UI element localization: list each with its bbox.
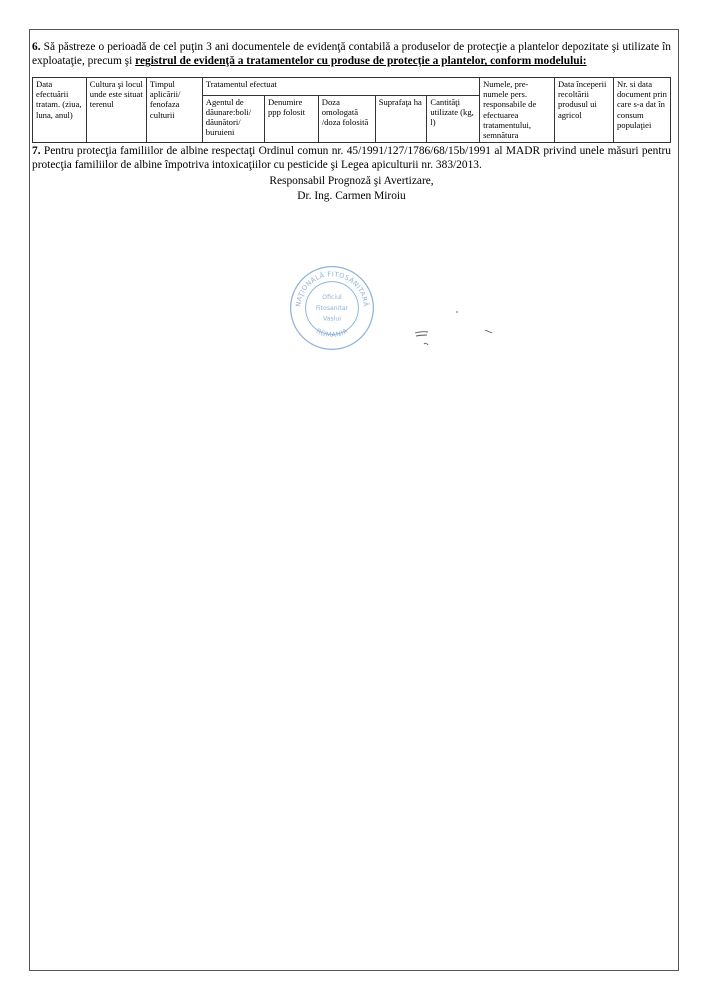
signature-role: Responsabil Prognoză şi Avertizare, (269, 175, 434, 188)
stamp-outer-bottom: ROMANIA (314, 326, 350, 340)
header-persoana-responsabila: Numele, pre-numele pers. responsabile de efectuarea tratamentului, semnătura (480, 77, 555, 142)
stamp-inner-line-1: Oficiul (322, 294, 342, 302)
table-header-row-1 (33, 77, 671, 95)
header-tratament-efectuat: Tratamentul efectuat (202, 77, 479, 95)
document-body (32, 40, 671, 203)
section-7-number: 7. (32, 144, 41, 157)
section-6-number: 6. (32, 41, 41, 53)
signature-block (32, 174, 671, 203)
header-cultura: Cultura şi locul unde este situat terenul (86, 77, 146, 142)
header-timpul-aplicarii: Timpul aplicării/ fenofaza culturii (146, 77, 202, 142)
section-7-text: Pentru protecţia familiilor de albine respectaţi Ordinul comun nr. 45/1991/127/1786/68/15b/1991 al MADR privind unele măsuri pentru protecţia familiilor de albine împotriva intoxicaţiilor cu pesticide şi Legea apiculturii nr. 383/2013. (32, 144, 671, 171)
signature-name: Dr. Ing. Carmen Miroiu (297, 189, 406, 202)
section-6-paragraph (32, 40, 671, 69)
treatment-register-table (32, 77, 671, 143)
header-denumire-ppp: Denumire ppp folosit (264, 95, 318, 142)
stamp-inner-line-2: Fitosanitar (315, 304, 349, 312)
section-6-text: Să păstreze o perioadă de cel puţin 3 ani documentele de evidenţă contabilă a produselor de protecţie a plantelor depozitate şi utilizate în exploataţie, precum şi (32, 41, 671, 68)
header-cantitati: Cantităţi utilizate (kg, l) (427, 95, 480, 142)
header-doza: Doza omologată /doza folosită (318, 95, 375, 142)
official-stamp-icon (288, 264, 376, 352)
section-6-emphasis: registrul de evidenţă a tratamentelor cu produse de protecţie a plantelor, conform modelului: (135, 55, 587, 68)
handwritten-signature-icon (406, 300, 506, 350)
header-agent-daunare: Agentul de dăunare:boli/ dăunători/ buruieni (202, 95, 264, 142)
header-data-tratament: Data efectuării tratam. (ziua, luna, anul) (33, 77, 87, 142)
header-suprafata: Suprafaţa ha (375, 95, 427, 142)
section-7-paragraph (32, 144, 671, 173)
stamp-inner-line-3: Vaslui (322, 315, 342, 323)
svg-text:ROMANIA (315, 327, 350, 339)
stamp-outer-top: NAŢIONALĂ FITOSANITARĂ (294, 270, 370, 308)
header-document-consum: Nr. si data document prin care s-a dat în consum populaţiei (613, 77, 670, 142)
header-data-recoltare: Data începerii recoltării produsul ui agricol (554, 77, 613, 142)
